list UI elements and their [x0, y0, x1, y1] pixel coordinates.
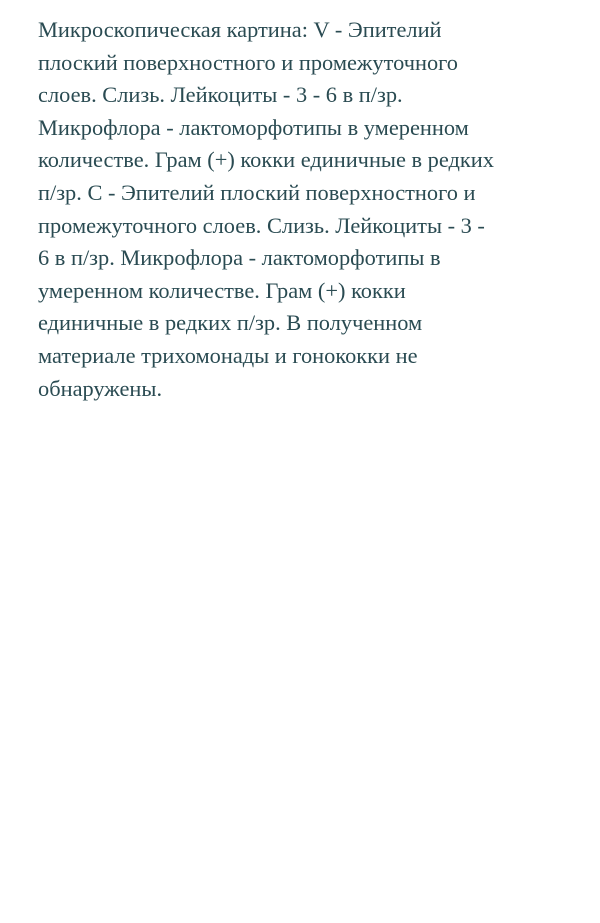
- microscopy-report-text: Микроскопическая картина: V - Эпителий плоский поверхностного и промежуточного слоев. Слизь. Лейкоциты - 3 - 6 в п/зр. Микрофлора - лактоморфотипы в умеренном количестве. Грам (+) кокки единичные в редких п/зр. С - Эпителий плоский поверхностного и промежуточного слоев. Слизь. Лейкоциты - 3 - 6 в п/зр. Микрофлора - лактоморфотипы в умеренном количестве. Грам (+) кокки единичные в редких п/зр. В полученном материале трихомонады и гонококки не обнаружены.: [38, 17, 494, 401]
